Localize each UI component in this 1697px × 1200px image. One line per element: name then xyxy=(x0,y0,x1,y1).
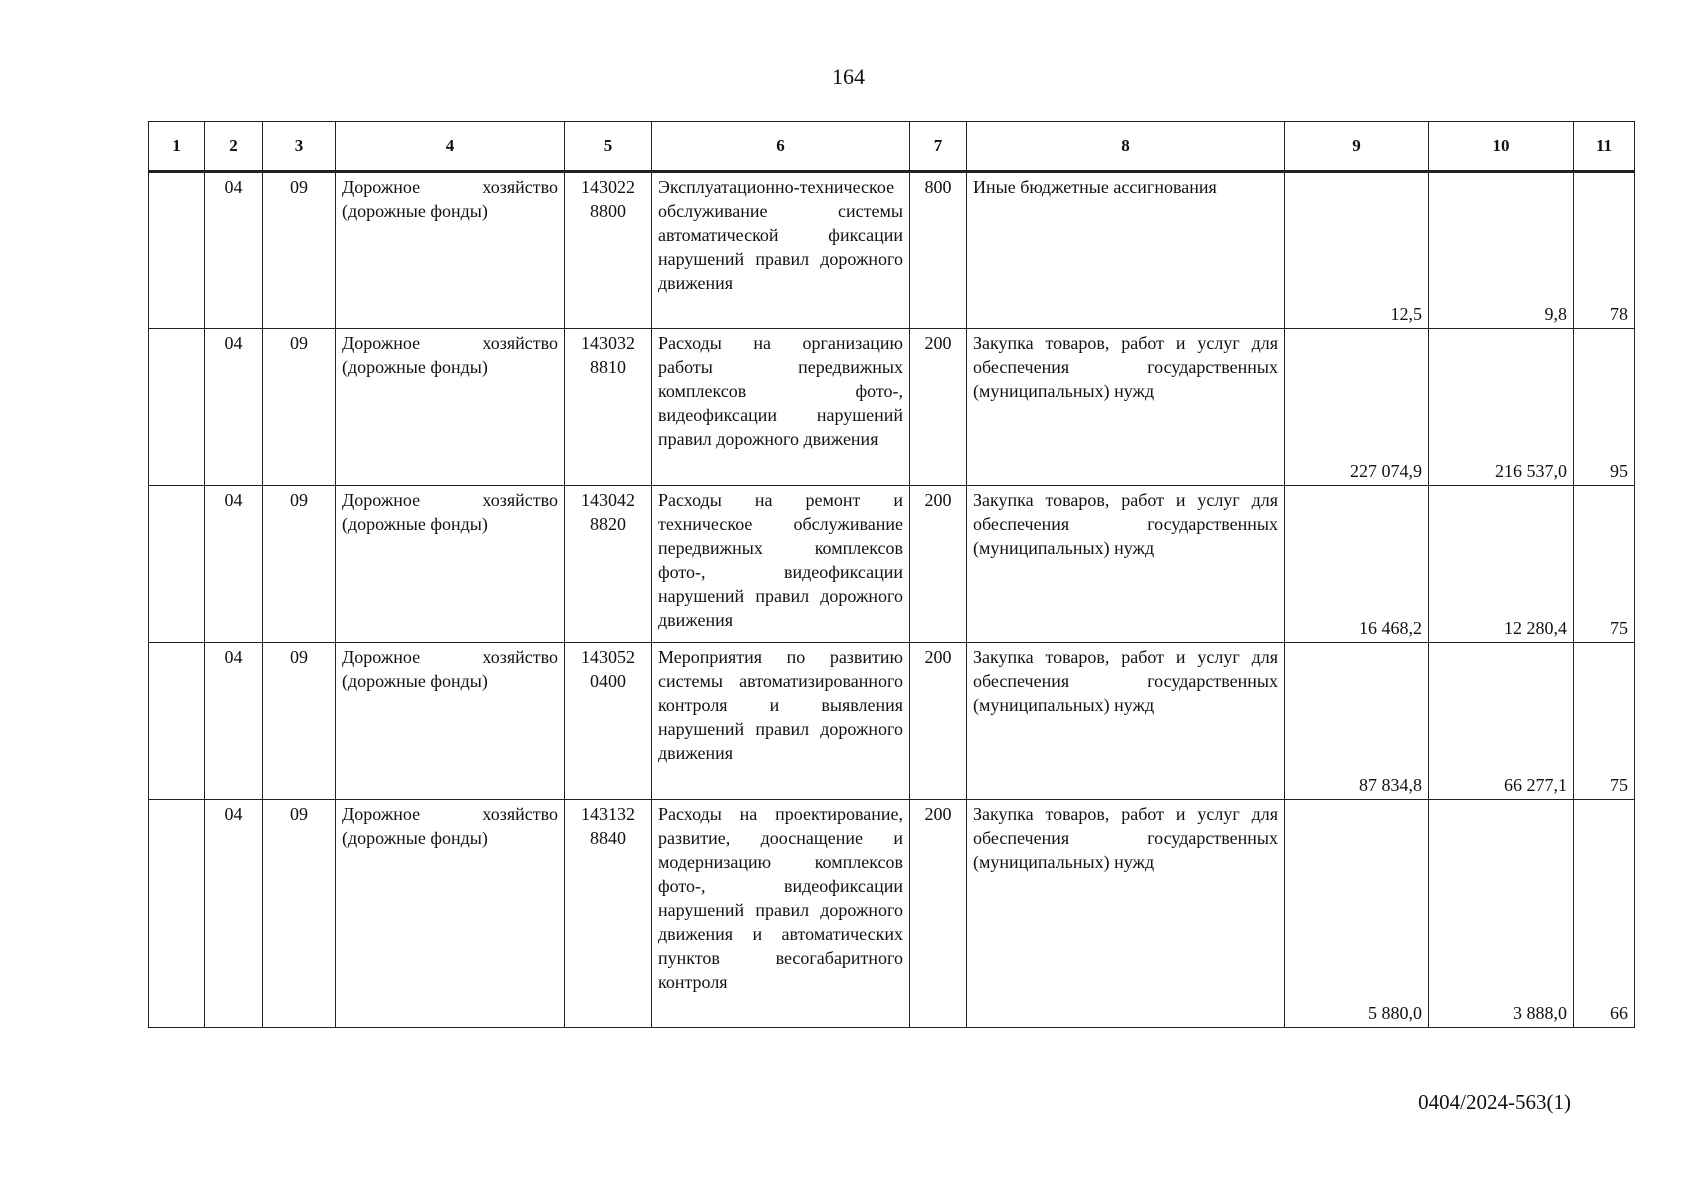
column-header: 8 xyxy=(967,122,1285,172)
column-header: 6 xyxy=(652,122,910,172)
cell-col1 xyxy=(149,800,205,1028)
cell-plan-amount: 227 074,9 xyxy=(1285,329,1429,486)
cell-expense-name: Эксплуатационно-техническое обслуживание системы автоматической фиксации нарушений правил дорожного движения xyxy=(652,172,910,329)
column-header: 10 xyxy=(1429,122,1574,172)
cell-actual-amount: 3 888,0 xyxy=(1429,800,1574,1028)
cell-expense-type: 200 xyxy=(910,643,967,800)
column-header: 2 xyxy=(205,122,263,172)
cell-subsection: 09 xyxy=(263,643,336,800)
table-row xyxy=(149,172,1635,329)
cell-actual-amount: 12 280,4 xyxy=(1429,486,1574,643)
cell-plan-amount: 87 834,8 xyxy=(1285,643,1429,800)
column-header: 7 xyxy=(910,122,967,172)
column-header: 5 xyxy=(565,122,652,172)
table-header-row xyxy=(149,122,1635,172)
cell-col1 xyxy=(149,329,205,486)
cell-expense-type: 800 xyxy=(910,172,967,329)
cell-expense-type: 200 xyxy=(910,800,967,1028)
cell-expense-type: 200 xyxy=(910,486,967,643)
cell-percent: 75 xyxy=(1574,486,1635,643)
document-code: 0404/2024-563(1) xyxy=(1418,1090,1571,1114)
cell-section-name: Дорожное хозяйство (дорожные фонды) xyxy=(336,800,565,1028)
cell-section: 04 xyxy=(205,172,263,329)
cell-actual-amount: 216 537,0 xyxy=(1429,329,1574,486)
cell-target-code: 143042 8820 xyxy=(565,486,652,643)
cell-expense-type-name: Закупка товаров, работ и услуг для обеспечения государственных (муниципальных) нужд xyxy=(967,329,1285,486)
cell-plan-amount: 12,5 xyxy=(1285,172,1429,329)
cell-section-name: Дорожное хозяйство (дорожные фонды) xyxy=(336,643,565,800)
cell-expense-type-name: Закупка товаров, работ и услуг для обеспечения государственных (муниципальных) нужд xyxy=(967,643,1285,800)
column-header: 3 xyxy=(263,122,336,172)
cell-plan-amount: 16 468,2 xyxy=(1285,486,1429,643)
cell-section-name: Дорожное хозяйство (дорожные фонды) xyxy=(336,329,565,486)
cell-col1 xyxy=(149,643,205,800)
cell-subsection: 09 xyxy=(263,800,336,1028)
cell-target-code: 143022 8800 xyxy=(565,172,652,329)
table-row xyxy=(149,800,1635,1028)
cell-section: 04 xyxy=(205,643,263,800)
cell-col1 xyxy=(149,486,205,643)
cell-percent: 75 xyxy=(1574,643,1635,800)
cell-section: 04 xyxy=(205,800,263,1028)
cell-expense-type: 200 xyxy=(910,329,967,486)
cell-expense-name: Расходы на организацию работы передвижных комплексов фото-, видеофиксации нарушений правил дорожного движения xyxy=(652,329,910,486)
cell-plan-amount: 5 880,0 xyxy=(1285,800,1429,1028)
cell-expense-name: Расходы на проектирование, развитие, дооснащение и модернизацию комплексов фото-, видеофиксации нарушений правил дорожного движения и автоматических пунктов весогабаритного контроля xyxy=(652,800,910,1028)
table-row xyxy=(149,329,1635,486)
cell-expense-name: Мероприятия по развитию системы автоматизированного контроля и выявления нарушений правил дорожного движения xyxy=(652,643,910,800)
cell-section: 04 xyxy=(205,486,263,643)
page-number: 164 xyxy=(832,64,865,89)
cell-section-name: Дорожное хозяйство (дорожные фонды) xyxy=(336,172,565,329)
cell-subsection: 09 xyxy=(263,329,336,486)
cell-section: 04 xyxy=(205,329,263,486)
column-header: 1 xyxy=(149,122,205,172)
column-header: 4 xyxy=(336,122,565,172)
cell-percent: 95 xyxy=(1574,329,1635,486)
column-header: 9 xyxy=(1285,122,1429,172)
cell-subsection: 09 xyxy=(263,486,336,643)
cell-percent: 78 xyxy=(1574,172,1635,329)
cell-expense-name: Расходы на ремонт и техническое обслуживание передвижных комплексов фото-, видеофиксации нарушений правил дорожного движения xyxy=(652,486,910,643)
cell-target-code: 143032 8810 xyxy=(565,329,652,486)
cell-target-code: 143132 8840 xyxy=(565,800,652,1028)
cell-col1 xyxy=(149,172,205,329)
cell-actual-amount: 9,8 xyxy=(1429,172,1574,329)
cell-expense-type-name: Иные бюджетные ассигнования xyxy=(967,172,1285,329)
cell-expense-type-name: Закупка товаров, работ и услуг для обеспечения государственных (муниципальных) нужд xyxy=(967,800,1285,1028)
table-row xyxy=(149,643,1635,800)
cell-actual-amount: 66 277,1 xyxy=(1429,643,1574,800)
cell-percent: 66 xyxy=(1574,800,1635,1028)
cell-section-name: Дорожное хозяйство (дорожные фонды) xyxy=(336,486,565,643)
table-row xyxy=(149,486,1635,643)
cell-subsection: 09 xyxy=(263,172,336,329)
budget-table xyxy=(148,121,1635,1028)
column-header: 11 xyxy=(1574,122,1635,172)
cell-target-code: 143052 0400 xyxy=(565,643,652,800)
cell-expense-type-name: Закупка товаров, работ и услуг для обеспечения государственных (муниципальных) нужд xyxy=(967,486,1285,643)
